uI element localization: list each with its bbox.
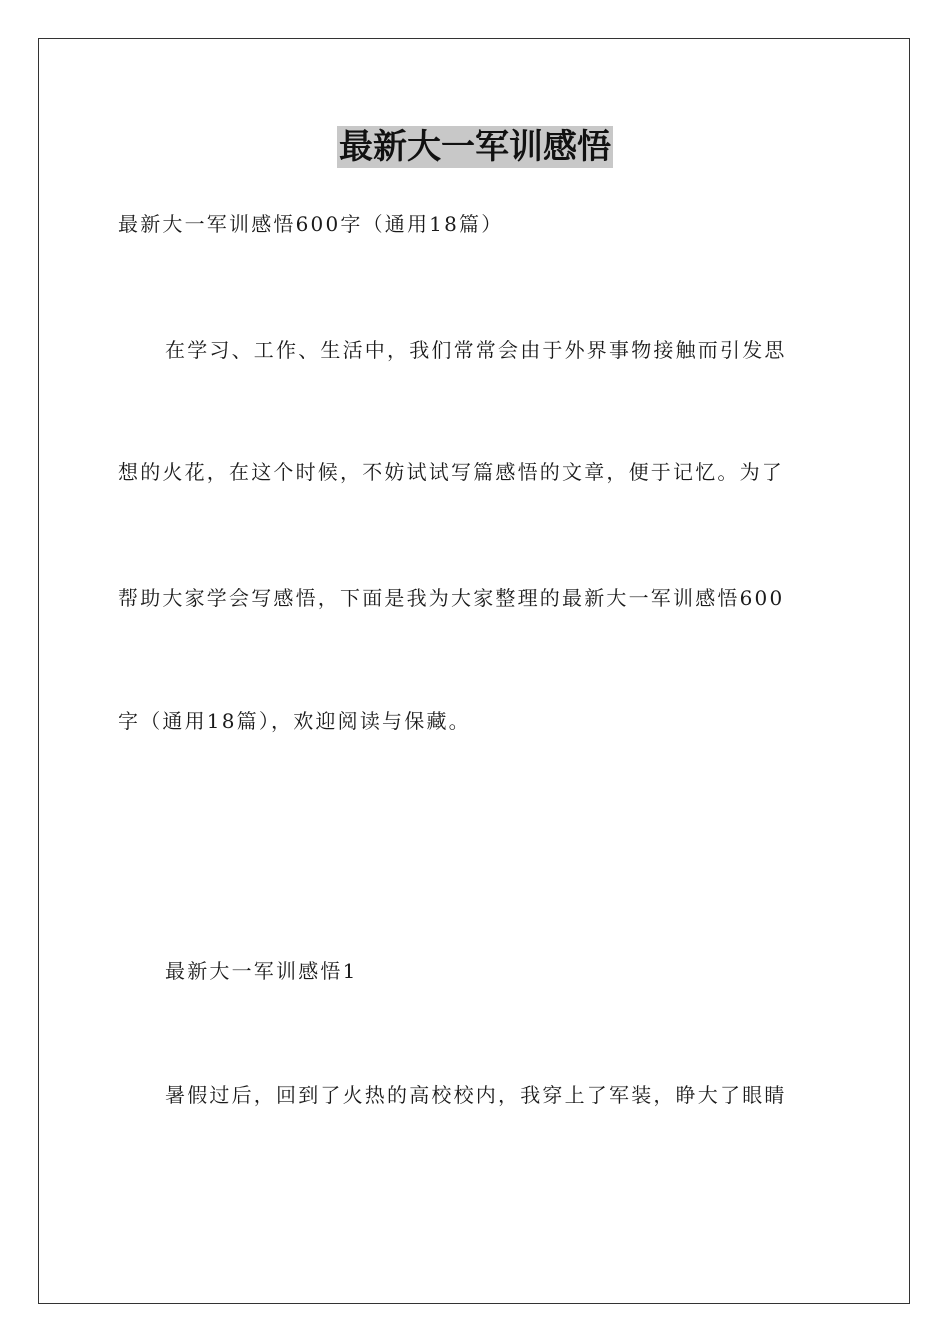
- document-subtitle: 最新大一军训感悟600字（通用18篇）: [118, 212, 504, 236]
- intro-paragraph-line-3: 帮助大家学会写感悟，下面是我为大家整理的最新大一军训感悟600: [118, 586, 785, 610]
- intro-paragraph-line-4: 字（通用18篇），欢迎阅读与保藏。: [118, 709, 471, 733]
- document-title: [0, 126, 950, 168]
- intro-paragraph-line-1: 在学习、工作、生活中，我们常常会由于外界事物接触而引发思: [165, 338, 787, 362]
- intro-paragraph-line-2: 想的火花，在这个时候，不妨试试写篇感悟的文章，便于记忆。为了: [118, 460, 784, 484]
- section-paragraph-line-1: 暑假过后，回到了火热的高校校内，我穿上了军装，睁大了眼睛: [165, 1083, 787, 1107]
- section-heading: 最新大一军训感悟1: [165, 959, 358, 983]
- document-title-text: 最新大一军训感悟: [339, 127, 611, 167]
